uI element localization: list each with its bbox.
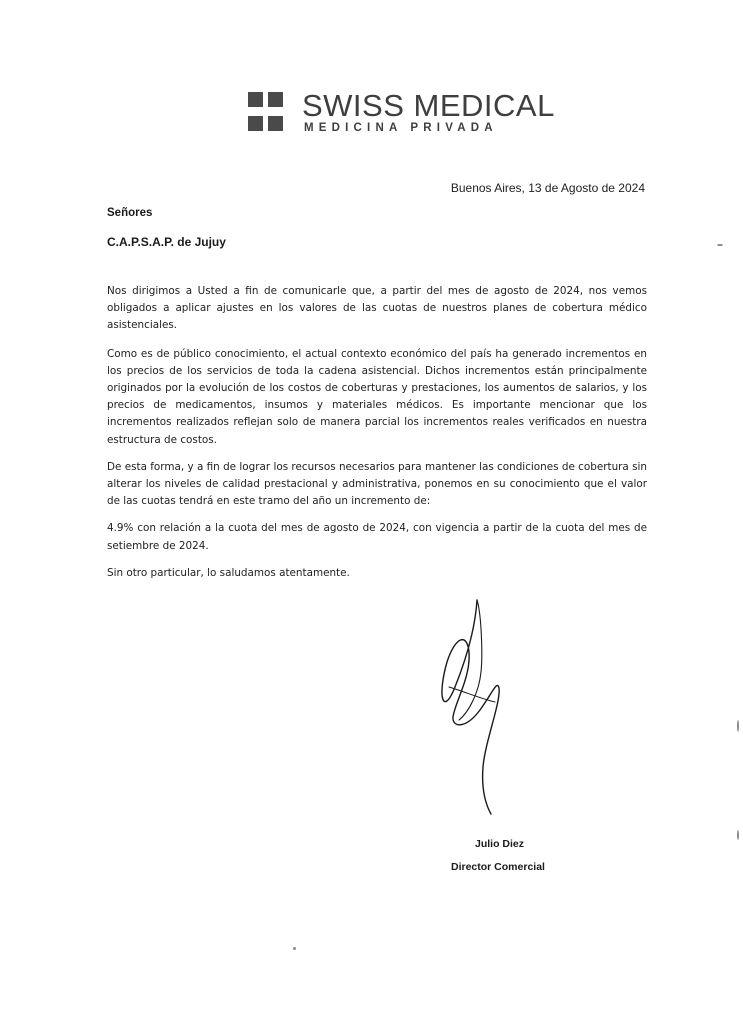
salutation: Señores — [107, 207, 153, 219]
signer-title: Director Comercial — [451, 861, 545, 873]
paragraph-purpose: De esta forma, y a fin de lograr los recursos necesarios para mantener las condiciones de cobertura sin alterar los niveles de calidad prestacional y administrativa, ponemos en su conocimiento que el valor de las cuotas tendrá en este tramo del año un incremento de: — [107, 460, 647, 508]
logo-squares-icon — [248, 92, 292, 136]
addressee: C.A.P.S.A.P. de Jujuy — [107, 235, 226, 249]
handwritten-signature — [425, 592, 555, 822]
scan-speck — [737, 830, 739, 840]
paragraph-closing: Sin otro particular, lo saludamos atentamente. — [107, 566, 350, 579]
date-line: Buenos Aires, 13 de Agosto de 2024 — [450, 181, 645, 195]
paragraph-increment: 4.9% con relación a la cuota del mes de agosto de 2024, con vigencia a partir de la cuota del mes de setiembre de 2024. — [107, 522, 647, 552]
signer-name: Julio Diez — [475, 838, 525, 850]
logo-company-name: SWISS MEDICAL — [302, 88, 555, 123]
company-logo — [248, 88, 555, 140]
paragraph-intro: Nos dirigimos a Usted a fin de comunicarle que, a partir del mes de agosto de 2024, nos vemos obligados a aplicar ajustes en los valores de las cuotas de nuestros planes de cobertura médico asistenciales. — [107, 285, 647, 332]
scan-speck — [737, 720, 739, 732]
scan-speck — [717, 244, 723, 246]
paragraph-context: Como es de público conocimiento, el actual contexto económico del país ha generado incrementos en los precios de los servicios de toda la cadena asistencial. Dichos incrementos están principalmente originados por la evolución de los costos de coberturas y prestaciones, los aumentos de salarios, y los precios de medicamentos, insumos y materiales médicos. Es importante mencionar que los incrementos realizados reflejan solo de manera parcial los incrementos reales verificados en nuestra estructura de costos. — [107, 347, 647, 446]
letter-body — [107, 283, 647, 592]
logo-tagline: MEDICINA PRIVADA — [304, 122, 498, 134]
scan-speck — [293, 947, 296, 950]
